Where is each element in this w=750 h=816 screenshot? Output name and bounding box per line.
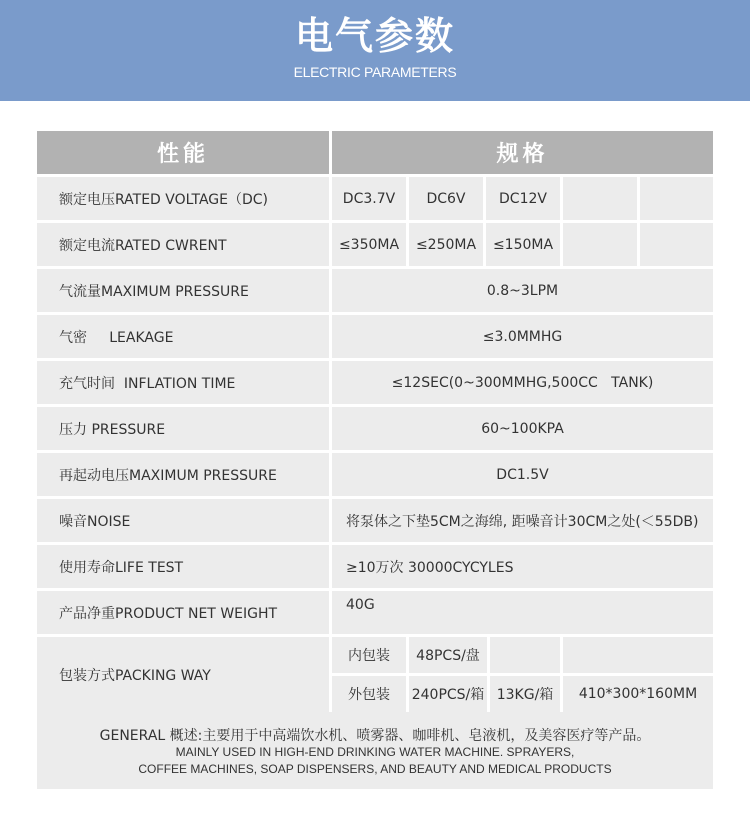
inner-packing-qty: 48PCS/盘 [409, 637, 487, 673]
outer-packing-type: 外包装 [332, 676, 406, 712]
row-label-net-weight: 产品净重PRODUCT NET WEIGHT [37, 591, 329, 634]
voltage-value-5 [640, 177, 713, 220]
page-subtitle: ELECTRIC PARAMETERS [293, 64, 457, 80]
outer-packing-weight: 13KG/箱 [490, 676, 560, 712]
inner-packing-empty-1 [490, 637, 560, 673]
inner-packing-type: 内包装 [332, 637, 406, 673]
voltage-value-1: DC3.7V [332, 177, 406, 220]
row-label-restart-voltage: 再起动电压MAXIMUM PRESSURE [37, 453, 329, 496]
life-test-value: ≥10万次 30000CYCYLES [332, 545, 713, 588]
header-banner [0, 0, 750, 101]
page-title: 电气参数 [294, 14, 455, 58]
row-label-packing-way: 包装方式PACKING WAY [37, 637, 329, 712]
air-flow-value: 0.8~3LPM [332, 269, 713, 312]
row-label-life-test: 使用寿命LIFE TEST [37, 545, 329, 588]
general-description-en-2: COFFEE MACHINES, SOAP DISPENSERS, AND BEAUTY AND MEDICAL PRODUCTS [138, 762, 612, 776]
noise-value: 将泵体之下垫5CM之海绵, 距噪音计30CM之处(＜55DB) [332, 499, 713, 542]
inflation-time-value: ≤12SEC(0~300MMHG,500CC TANK) [332, 361, 713, 404]
current-value-1: ≤350MA [332, 223, 406, 266]
voltage-value-3: DC12V [486, 177, 560, 220]
leakage-value: ≤3.0MMHG [332, 315, 713, 358]
current-value-4 [563, 223, 637, 266]
row-label-noise: 噪音NOISE [37, 499, 329, 542]
outer-packing-qty: 240PCS/箱 [409, 676, 487, 712]
row-label-inflation-time: 充气时间 INFLATION TIME [37, 361, 329, 404]
voltage-value-4 [563, 177, 637, 220]
voltage-value-2: DC6V [409, 177, 483, 220]
row-label-air-flow: 气流量MAXIMUM PRESSURE [37, 269, 329, 312]
row-label-leakage: 气密 LEAKAGE [37, 315, 329, 358]
row-label-pressure: 压力 PRESSURE [37, 407, 329, 450]
column-header-spec: 规格 [332, 131, 713, 174]
outer-packing-size: 410*300*160MM [563, 676, 713, 712]
current-value-3: ≤150MA [486, 223, 560, 266]
pressure-value: 60~100KPA [332, 407, 713, 450]
general-description-cn: GENERAL 概述:主要用于中高端饮水机、喷雾器、咖啡机、皂液机，及美容医疗等产品。 [99, 728, 651, 744]
current-value-2: ≤250MA [409, 223, 483, 266]
current-value-5 [640, 223, 713, 266]
row-label-rated-voltage: 额定电压RATED VOLTAGE（DC) [37, 177, 329, 220]
general-description [37, 712, 713, 789]
restart-voltage-value: DC1.5V [332, 453, 713, 496]
inner-packing-empty-2 [563, 637, 713, 673]
net-weight-value: 40G [332, 591, 713, 634]
column-header-performance: 性能 [37, 131, 329, 174]
general-description-en-1: MAINLY USED IN HIGH-END DRINKING WATER MACHINE. SPRAYERS, [175, 745, 575, 759]
row-label-rated-current: 额定电流RATED CWRENT [37, 223, 329, 266]
